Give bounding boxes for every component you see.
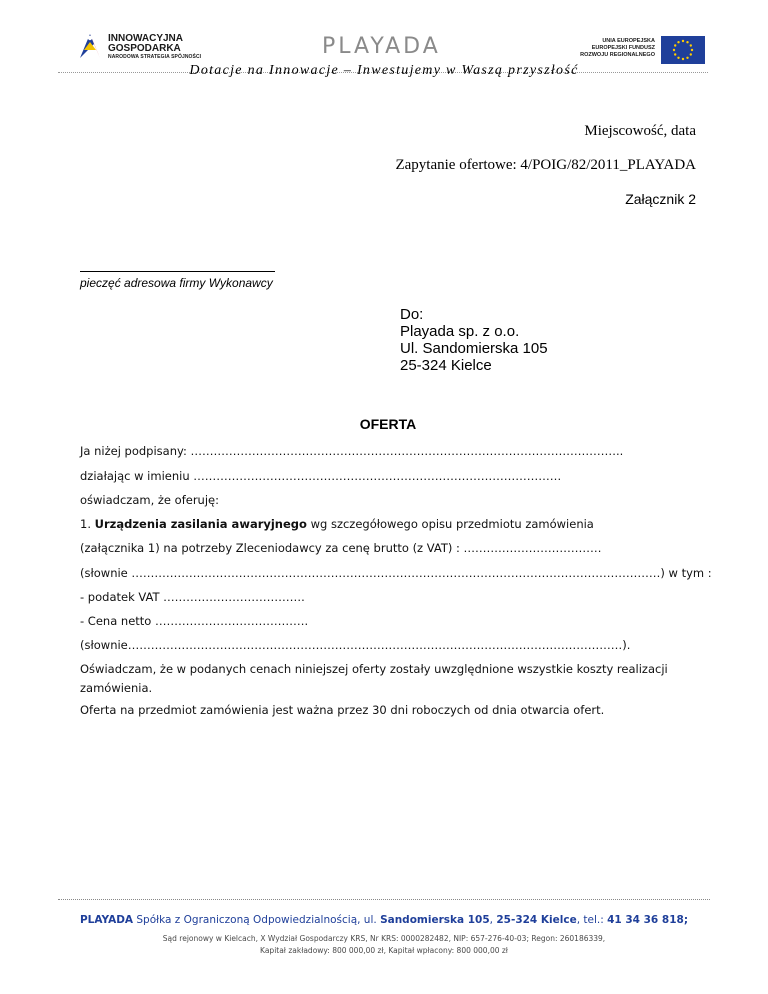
eu-line1: UNIA EUROPEJSKA <box>602 38 655 44</box>
ig-logo-icon <box>78 32 102 60</box>
footer-capital: Kapitał zakładowy: 800 000,00 zł, Kapitał wpłacony: 800 000,00 zł <box>260 946 508 955</box>
vat-line: - podatek VAT ………………………………. <box>80 590 305 604</box>
footer-company-info <box>0 914 768 926</box>
net-price-line: - Cena netto …………………………………. <box>80 614 309 628</box>
item-name: Urządzenia zasilania awaryjnego <box>94 517 307 531</box>
tagline: Dotacje na Innowacje – Inwestujemy w Waszą przyszłość <box>189 63 579 78</box>
price-in-words-line: (słownie …………………………………………………………………………………………………………………………) w tym : <box>80 566 712 580</box>
recipient-line: Playada sp. z o.o. <box>400 323 520 340</box>
net-in-words-line: (słownie…………………………………………………………………………………………………………………). <box>80 638 631 652</box>
eu-logo <box>575 36 705 64</box>
recipient-line: 25-324 Kielce <box>400 357 492 374</box>
footer-company-form: Spółka z Ograniczoną Odpowiedzialnością, ul. <box>133 914 381 926</box>
ig-line1: INNOWACYJNA <box>108 33 184 44</box>
item-line <box>80 517 594 531</box>
ig-line2: GOSPODARKA <box>108 43 181 54</box>
signatory-line: Ja niżej podpisany: ………………………………………………………………………………………………….. <box>80 444 624 458</box>
stamp-label: pieczęć adresowa firmy Wykonawcy <box>80 276 273 290</box>
recipient-line: Do: <box>400 306 424 323</box>
innowacyjna-gospodarka-logo <box>78 32 218 62</box>
validity-statement: Oferta na przedmiot zamówienia jest ważna przez 30 dni roboczych od dnia otwarcia ofert. <box>80 703 605 717</box>
footer-sep: , <box>489 914 497 926</box>
footer-company-name: PLAYADA <box>79 914 134 926</box>
acting-on-behalf-line: działając w imieniu …………………………………………………………………………………… <box>80 469 562 483</box>
offer-title: OFERTA <box>359 416 417 432</box>
declare-line: oświadczam, że oferuję: <box>80 493 219 507</box>
stamp-signature-line <box>80 271 275 272</box>
footer-street: Sandomierska 105 <box>380 914 490 926</box>
eu-line3: ROZWOJU REGIONALNEGO <box>580 52 655 58</box>
playada-logo: PLAYADA <box>322 34 441 59</box>
footer-registration: Sąd rejonowy w Kielcach, X Wydział Gospodarczy KRS, Nr KRS: 0000282482, NIP: 657-276-40-03; Regon: 260186339, <box>162 934 606 943</box>
footer-phone: 41 34 36 818; <box>607 914 689 926</box>
recipient-address <box>400 306 548 374</box>
eu-flag-icon <box>661 36 705 64</box>
place-date: Miejscowość, data <box>584 123 696 139</box>
item-description: wg szczegółowego opisu przedmiotu zamówienia <box>306 517 594 531</box>
eu-line2: EUROPEJSKI FUNDUSZ <box>591 45 655 51</box>
recipient-line: Ul. Sandomierska 105 <box>400 340 548 357</box>
ig-line3: NARODOWA STRATEGIA SPÓJNOŚCI <box>108 54 202 60</box>
footer-city: 25-324 Kielce <box>496 914 577 926</box>
item-number: 1. <box>80 517 95 531</box>
costs-declaration: Oświadczam, że w podanych cenach niniejszej oferty zostały uwzględnione wszystkie koszty realizacji zamówienia. <box>80 662 668 695</box>
gross-price-line: (załącznika 1) na potrzeby Zleceniodawcy za cenę brutto (z VAT) : ……………………………… <box>80 541 602 555</box>
footer-tel-label: , tel.: <box>576 914 608 926</box>
annex-label: Załącznik 2 <box>625 191 696 207</box>
inquiry-number: Zapytanie ofertowe: 4/POIG/82/2011_PLAYADA <box>395 157 696 173</box>
footer-divider <box>58 899 710 900</box>
